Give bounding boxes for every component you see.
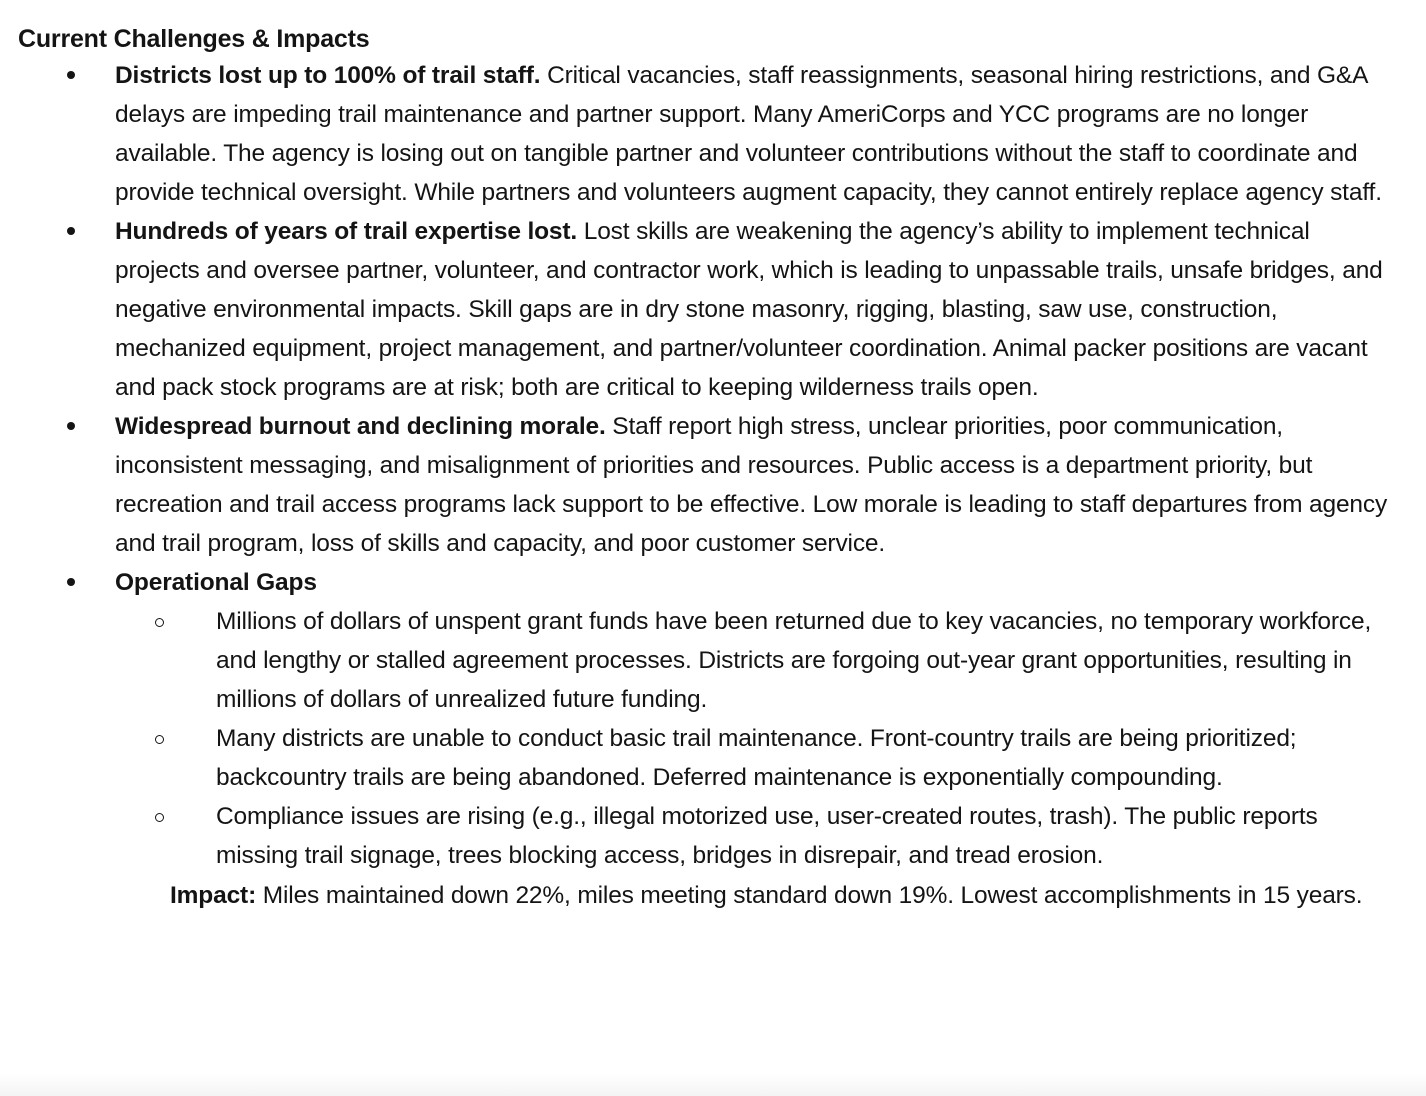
bullet-dot-icon <box>67 71 75 79</box>
challenges-list <box>0 56 1426 916</box>
bullet-lead: Widespread burnout and declining morale. <box>115 413 606 440</box>
bullet-text: Staff report high stress, unclear priorities, poor communication, inconsistent messaging, and misalignment of priorities and resources. Public access is a department priority, but recreation and trail access programs lack support to be effective. Low morale is leading to staff departures from agency and trail program, loss of skills and capacity, and poor customer service. <box>115 413 1388 557</box>
bullet-dot-icon <box>67 578 75 586</box>
circle-bullet-icon <box>155 813 164 822</box>
circle-bullet-icon <box>155 735 164 744</box>
bullet-lead: Districts lost up to 100% of trail staff. <box>115 62 541 89</box>
impact-text: Miles maintained down 22%, miles meeting standard down 19%. Lowest accomplishments in 15 years. <box>256 882 1363 909</box>
sub-item-text: Millions of dollars of unspent grant funds have been returned due to key vacancies, no temporary workforce, and lengthy or stalled agreement processes. Districts are forgoing out-year grant opportunities, resulting in millions of dollars of unrealized future funding. <box>216 608 1372 713</box>
sub-item-text: Many districts are unable to conduct basic trail maintenance. Front-country trails are being prioritized; backcountry trails are being abandoned. Deferred maintenance is exponentially compounding. <box>216 725 1297 791</box>
impact-label: Impact: <box>170 882 257 909</box>
bullet-dot-icon <box>67 422 75 430</box>
operational-gaps-sublist <box>115 602 1390 875</box>
bullet-item-burnout <box>0 407 1426 563</box>
circle-bullet-icon <box>155 618 164 627</box>
bullet-text: Critical vacancies, staff reassignments, seasonal hiring restrictions, and G&A delays are impeding trail maintenance and partner support. Many AmeriCorps and YCC programs are no longer available. The agency is losing out on tangible partner and volunteer contributions without the staff to coordinate and provide technical oversight. While partners and volunteers augment capacity, they cannot entirely replace agency staff. <box>115 62 1382 206</box>
bullet-lead: Operational Gaps <box>115 569 317 596</box>
bullet-lead: Hundreds of years of trail expertise lost. <box>115 218 578 245</box>
scan-shadow <box>0 1074 1426 1096</box>
bullet-item-expertise-lost <box>0 212 1426 407</box>
bullet-item-operational-gaps <box>0 563 1426 916</box>
sub-item-grant-funds <box>100 602 1390 719</box>
section-heading: Current Challenges & Impacts <box>18 25 370 53</box>
sub-item-maintenance <box>100 719 1390 797</box>
bullet-item-staff-loss <box>0 56 1426 212</box>
sub-item-compliance <box>100 797 1390 875</box>
impact-statement <box>170 875 1390 916</box>
bullet-dot-icon <box>67 227 75 235</box>
sub-item-text: Compliance issues are rising (e.g., illegal motorized use, user-created routes, trash). The public reports missing trail signage, trees blocking access, bridges in disrepair, and tread erosion. <box>216 803 1318 869</box>
bullet-text: Lost skills are weakening the agency’s ability to implement technical projects and oversee partner, volunteer, and contractor work, which is leading to unpassable trails, unsafe bridges, and negative environmental impacts. Skill gaps are in dry stone masonry, rigging, blasting, saw use, construction, mechanized equipment, project management, and partner/volunteer coordination. Animal packer positions are vacant and pack stock programs are at risk; both are critical to keeping wilderness trails open. <box>115 218 1383 401</box>
